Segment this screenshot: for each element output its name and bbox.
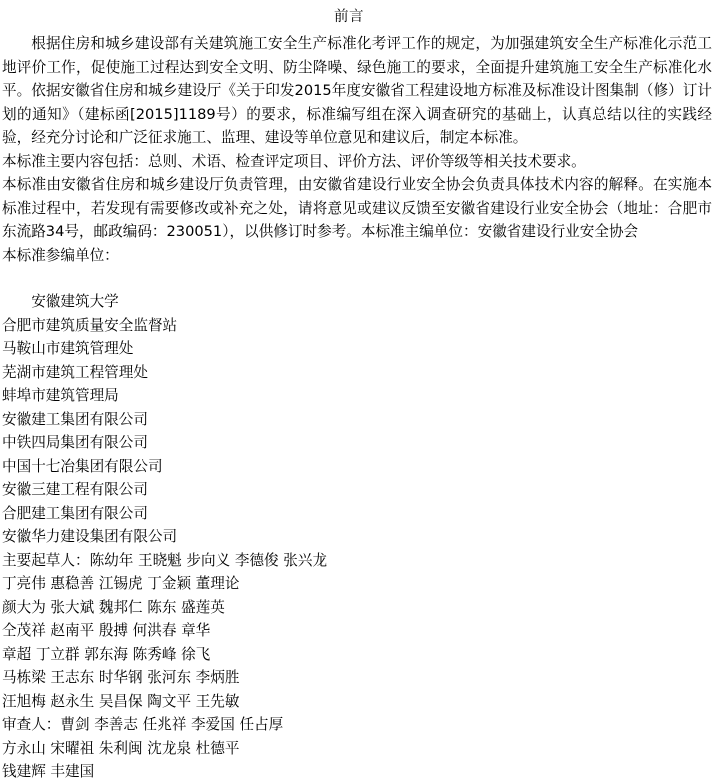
main-drafters-first-line [2, 549, 712, 573]
list-item: 蚌埠市建筑管理局 [2, 387, 119, 404]
list-item: 丁亮伟 惠稳善 江锡虎 丁金颖 董理论 [2, 575, 240, 592]
list-item: 中国十七冶集团有限公司 [2, 457, 163, 475]
paragraph-4: 本标准参编单位： [2, 246, 119, 264]
list-item: 颜大为 张大斌 魏邦仁 陈东 盛莲英 [2, 598, 225, 616]
reviewers-first-line [2, 713, 712, 737]
page-title [0, 6, 718, 28]
paragraph-2: 本标准主要内容包括：总则、术语、检查评定项目、评价方法、评价等级等相关技术要求。 [2, 152, 586, 170]
list-item: 方永山 宋曜祖 朱利闽 沈龙泉 杜德平 [2, 739, 240, 757]
list-item: 马鞍山市建筑管理处 [2, 340, 134, 357]
page-title-text: 前言 [334, 9, 364, 25]
list-item: 章超 丁立群 郭东海 陈秀峰 徐飞 [2, 645, 211, 663]
main-drafters-names: 陈幼年 王晓魁 步向义 李德俊 张兴龙 [89, 551, 328, 569]
list-item: 安徽三建工程有限公司 [2, 481, 148, 498]
document-page [0, 6, 718, 784]
list-item: 中铁四局集团有限公司 [2, 434, 148, 451]
list-item: 合肥市建筑质量安全监督站 [2, 316, 178, 334]
list-item: 汪旭梅 赵永生 吴昌保 陶文平 王先敏 [2, 692, 240, 710]
reviewers-label: 审查人： [2, 716, 61, 733]
document-body [0, 32, 718, 784]
list-item: 芜湖市建筑工程管理处 [2, 363, 148, 381]
paragraph-3: 本标准由安徽省住房和城乡建设厅负责管理，由安徽省建设行业安全协会负责具体技术内容的解释。在实施本标准过程中，若发现有需要修改或补充之处，请将意见或建议反馈至安徽省建设行业安全协会（地址：合肥市东流路34号，邮政编码：230051），以供修订时参考。本标准主编单位：安徽省建设行业安全协会 [2, 176, 712, 240]
list-item: 钱建辉 丰建国 [2, 763, 95, 780]
list-item: 安徽建筑大学 [31, 293, 119, 310]
main-drafters-list [2, 549, 712, 714]
list-item: 马栋梁 王志东 时华钢 张河东 李炳胜 [2, 669, 240, 686]
main-drafters-label: 主要起草人： [2, 551, 90, 569]
list-item: 安徽建工集团有限公司 [2, 410, 148, 428]
spacer [2, 267, 712, 290]
reviewers-list [2, 713, 712, 784]
list-item: 合肥建工集团有限公司 [2, 504, 148, 522]
participating-units-list [2, 290, 712, 549]
paragraph-1: 根据住房和城乡建设部有关建筑施工安全生产标准化考评工作的规定，为加强建筑安全生产标准化示范工地评价工作，促使施工过程达到安全文明、防尘降噪、绿色施工的要求，全面提升建筑施工安全生产标准化水平。依据安徽省住房和城乡建设厅《关于印发2015年度安徽省工程建设地方标准及标准设计图集制（修）订计划的通知》（建标函[2015]1189号）的要求，标准编写组在深入调查研究的基础上，认真总结以往的实践经验，经充分讨论和广泛征求施工、监理、建设等单位意见和建议后，制定本标准。 [2, 35, 712, 146]
list-item: 仝茂祥 赵南平 殷搏 何洪春 章华 [2, 622, 211, 639]
list-item: 安徽华力建设集团有限公司 [2, 528, 178, 545]
reviewers-names: 曹剑 李善志 任兆祥 李爱国 任占厚 [60, 716, 284, 733]
